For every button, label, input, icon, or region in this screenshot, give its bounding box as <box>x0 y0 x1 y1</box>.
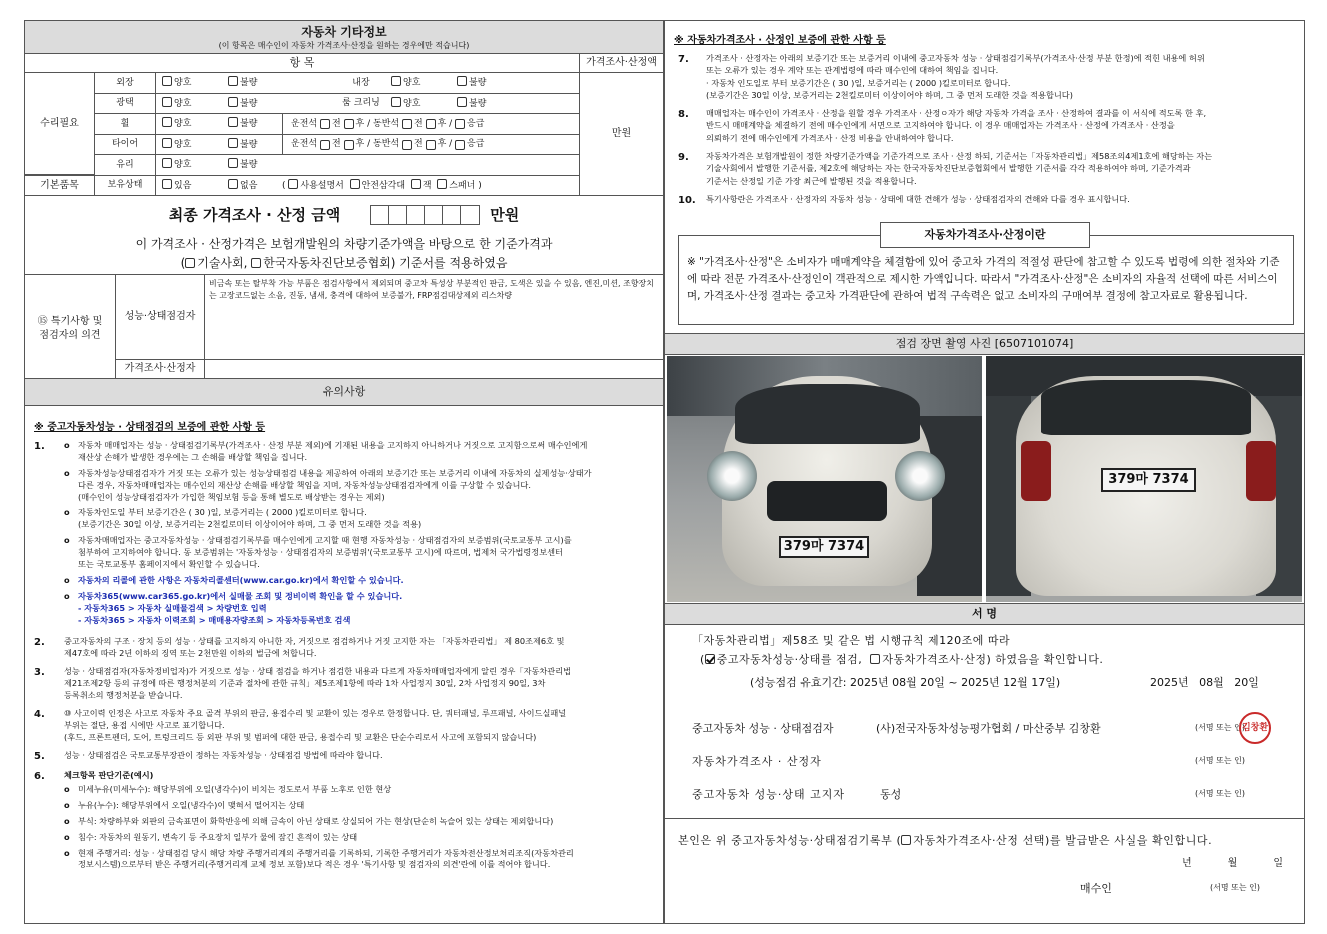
inspector-label: 성능·상태점검자 <box>115 274 205 360</box>
appraisal-item-text: 가격조사 · 산정자는 아래의 보증기간 또는 보증거리 이내에 중고자동차 성능 · 상태점검기록부(가격조사·산정 부분 한정)에 적힌 내용에 허위 또는 오류가 있는 경우 계약 또는 관계법령에 따라 매수인에 대하여 책임을 집니다. · 자동차 인도일로 부터 보증기간은 ( 30 )일, 보증거리는 ( 2000 )킬로미터로 합니다. (보증기간은 30일 이상, 보증거리는 2천킬로미터 이상이어야 하며, 그 중 먼저 도래한 것을 적용합니다) <box>706 53 1205 100</box>
appraisal-title: ※ 자동차가격조사 · 산정인 보증에 관한 사항 등 <box>674 35 886 46</box>
notifier-sign[interactable]: (서명 또는 인) <box>1195 789 1245 798</box>
exterior-good-checkbox[interactable] <box>162 76 172 86</box>
notice-bullet <box>64 468 658 504</box>
bullet-circle-icon: o <box>64 535 70 546</box>
notifier-row-label: 중고자동차 성능·상태 고지자 <box>692 788 846 801</box>
appraiser-sign[interactable]: (서명 또는 인) <box>1195 756 1245 765</box>
glass-good-checkbox[interactable] <box>162 158 172 168</box>
notice-item <box>34 770 658 875</box>
inspector-name: (사)전국자동차성능평가협회 / 마산중부 김창환 <box>876 722 1101 735</box>
wheel-driver-rear-checkbox[interactable] <box>344 119 354 129</box>
notice-bullet <box>64 848 658 872</box>
none-checkbox[interactable] <box>228 179 238 189</box>
notice-bullet-text: 자동차성능상태점검자가 거짓 또는 오류가 있는 성능상태점검 내용을 제공하여 아래의 보증기간 또는 보증거리 이내에 자동차의 실제성능·상태가 다른 경우, 자동차매매업자는 매수인의 재산상 손해를 배상할 책임을 지며, 자동차성능상태점검자에게 이를 구상할 수 있습니다. (매수인이 성능상태점검자가 가입한 책임보험 등을 통해 별도로 배상받는 경우는 제외) <box>78 467 592 502</box>
tire-driver-rear-checkbox[interactable] <box>344 140 354 150</box>
receipt-line: 본인은 위 중고자동차성능·상태점검기록부 ( 자동차가격조사·산정 선택)를 발급받은 사실을 확인합니다. <box>678 834 1213 847</box>
appraiser-row-label: 자동차가격조사 · 산정자 <box>692 755 822 768</box>
notice-bullet-text: 자동차 매매업자는 성능 · 상태점검기록부(가격조사 · 산정 부분 제외)에 기재된 내용을 고지하지 아니하거나 거짓으로 고지함으로써 매수인에게 재산상 손해가 발생한 경우에는 그 손해를 배상할 책임을 집니다. <box>78 440 588 462</box>
wheel-good-checkbox[interactable] <box>162 117 172 127</box>
notifier-name: 동성 <box>880 788 902 801</box>
interior-bad-checkbox[interactable] <box>457 76 467 86</box>
notice-bullet-text: 현재 주행거리: 성능 · 상태점검 당시 해당 차량 주행거리계의 주행거리를 기록하되, 기록한 주행거리가 자동차전산정보처리조직(자동차관리 정보시스템)으로부터 받은 주행거리(주행거리계 교체 정보 포함)보다 적은 경우 '특기사항 및 점검자의 의견'란에 이를 적어야 합니다. <box>78 847 574 870</box>
tire-pass-rear-checkbox[interactable] <box>426 140 436 150</box>
rear-plate: 379마 7374 <box>1101 468 1196 492</box>
notice-item-text: 성능 · 상태점검은 국토교통부장관이 정하는 자동차성능 · 상태점검 방법에 따라야 합니다. <box>64 749 383 760</box>
wheel-driver-front-checkbox[interactable] <box>320 119 330 129</box>
notice-bullet <box>64 507 658 531</box>
repair-label: 수리필요 <box>24 72 95 175</box>
notice-bullet-text: 자동차인도일 부터 보증기간은 ( 30 )일, 보증거리는 ( 2000 )킬로미터로 합니다. (보증기간은 30일 이상, 보증거리는 2천킬로미터 이상이어야 하며, 그 중 먼저 도래한 것을 적용) <box>78 507 422 530</box>
wheel-pass-front-checkbox[interactable] <box>402 119 412 129</box>
other-info-title: 자동차 기타정보 <box>301 25 387 39</box>
glass-bad-checkbox[interactable] <box>228 158 238 168</box>
exterior-bad-checkbox[interactable] <box>228 76 238 86</box>
notice-bullet <box>64 535 658 571</box>
bullet-circle-icon: o <box>64 799 70 810</box>
notice-item <box>34 636 658 660</box>
definition-title: 자동차가격조사·산정이란 <box>880 222 1090 248</box>
bullet-circle-icon: o <box>64 783 70 794</box>
gloss-bad-checkbox[interactable] <box>228 97 238 107</box>
appraisal-item-number: 10. <box>678 194 696 206</box>
appraisal-item-text: 자동차가격은 보험개발원이 정한 차량기준가액을 기준가격으로 조사 · 산정 하되, 기준서는「자동차관리법」제58조의4제1호에 해당하는 자는 기술사회에서 발행한 기준서를, 제2호에 해당하는 자는 한국자동차진단보증협회에서 발행한 기준서를 각각 적용하여야 하며, 기준가격과 기준서는 산정일 기준 가장 최근에 발행된 것을 적용합니다. <box>706 151 1213 186</box>
notice-item-text: 체크항목 판단기준(예시) <box>64 770 154 781</box>
notice-header: 유의사항 <box>24 378 664 406</box>
notice-item-number: 1. <box>34 441 45 452</box>
confirm-line: ( 중고자동차성능·상태를 점검, 자동차가격조사·산정) 하였음을 확인합니다. <box>700 653 1104 666</box>
notice-bullet-text: 침수: 자동차의 원동기, 변속기 등 주요장치 일부가 물에 잠긴 흔적이 있는 상태 <box>78 831 358 842</box>
gloss-good-checkbox[interactable] <box>162 97 172 107</box>
basis-line1: 이 가격조사 · 산정가격은 보험개발원의 차량기준가액을 바탕으로 한 기준가격과 <box>135 237 553 251</box>
notice-bullet <box>64 816 658 828</box>
tech-society-checkbox[interactable] <box>185 258 195 268</box>
notice-item-text: 성능 · 상태점검자(자동차정비업자)가 거짓으로 성능 · 상태 점검을 하거나 점검한 내용과 다르게 자동차매매업자에게 알린 경우「자동차관리법 제21조제2항 등의 규정에 따른 행정처분의 기준과 절차에 관한 규칙」제5조제1항에 따라 1차 사업정지 30일, 2차 사업정지 90일, 3차 등록취소의 행정처분을 받습니다. <box>64 666 572 701</box>
jack-checkbox[interactable] <box>411 179 421 189</box>
front-car-photo <box>667 356 982 602</box>
tire-driver-front-checkbox[interactable] <box>320 140 330 150</box>
notice-list <box>34 440 658 881</box>
receipt-appraisal-checkbox[interactable] <box>901 835 911 845</box>
tire-good-checkbox[interactable] <box>162 138 172 148</box>
validity: (성능점검 유효기간: 2025년 08월 20일 ~ 2025년 12월 17일) <box>750 676 1061 689</box>
bullet-circle-icon: o <box>64 590 70 601</box>
notice-item <box>34 750 658 765</box>
performance-check-checkbox[interactable] <box>705 654 715 664</box>
other-info-header <box>24 20 664 54</box>
appraisal-list <box>678 52 1298 214</box>
notice-item-text: 중고자동차의 구조 · 장치 등의 성능 · 상태를 고지하지 아니한 자, 거짓으로 점검하거나 거짓 고지한 자는 「자동차관리법」 제 80조제6호 및 제47호에 따라 2년 이하의 징역 또는 2천만원 이하의 벌금에 처합니다. <box>64 636 565 659</box>
room-good-checkbox[interactable] <box>391 97 401 107</box>
notice-bullet-text: 부식: 차량하부와 외판의 금속표면이 화학반응에 의해 금속이 아닌 상태로 상실되어 가는 현상(단순히 녹슬어 있는 상태는 제외합니다) <box>78 815 554 826</box>
price-boxes[interactable] <box>370 205 480 225</box>
final-price-unit: 만원 <box>490 206 520 224</box>
tire-bad-checkbox[interactable] <box>228 138 238 148</box>
inspector-row-label: 중고자동차 성능 · 상태점검자 <box>692 722 834 735</box>
notice-item-number: 3. <box>34 667 45 679</box>
triangle-checkbox[interactable] <box>350 179 360 189</box>
law-line: 「자동차관리법」제58조 및 같은 법 시행규칙 제120조에 따라 <box>692 634 1011 647</box>
definition-text: ※ "가격조사·산정"은 소비자가 매매계약을 체결함에 있어 중고차 가격의 적절성 판단에 참고할 수 있도록 법령에 의한 절차와 기준에 따라 전문 가격조사·산정인이 객관적으로 제시한 가액입니다. 따라서 "가격조사·산정"은 소비자의 자율적 선택에 따른 서비스이며, 가격조사·산정 결과는 중고차 가격판단에 관하여 법적 구속력은 없고 소비자의 구매여부 결정에 참고자료로 활용됩니다. <box>687 256 1280 302</box>
appraisal-item-text: 매매업자는 매수인이 가격조사 · 산정을 원할 경우 가격조사 · 산정ㅇ자가 해당 자동차 가격을 조사 · 산정하여 결과를 이 서식에 적도록 한 후, 반드시 매매계약을 체결하기 전에 매수인에게 서면으로 고지하여야 합니다. 이 경우 매매업자는 가격조사 · 산정에 가격조사 · 산정을 의뢰하기 전에 매수인에게 가격조사 · 산정 비용을 안내하여야 합니다. <box>706 108 1207 143</box>
notice-bullet <box>64 832 658 844</box>
buyer-sign[interactable]: (서명 또는 인) <box>1210 883 1260 892</box>
notice-bullet <box>64 800 658 812</box>
appraisal-item <box>678 52 1298 101</box>
receipt-ymd: 년 월 일 <box>1182 858 1284 869</box>
final-price-label: 최종 가격조사 · 산정 금액 <box>168 206 341 224</box>
inspector-seal: 김창환 <box>1239 712 1271 744</box>
sign-date: 2025년 08월 20일 <box>1150 676 1259 689</box>
special-label: ⑮ 특기사항 및 점검자의 의견 <box>24 274 116 379</box>
final-price-block <box>24 195 664 275</box>
manual-checkbox[interactable] <box>288 179 298 189</box>
sign-header: 서 명 <box>664 603 1305 625</box>
front-plate: 379마 7374 <box>779 536 869 558</box>
spanner-checkbox[interactable] <box>437 179 447 189</box>
tire-pass-front-checkbox[interactable] <box>402 140 412 150</box>
basis-line2: ( 기술사회, 한국자동차진단보증협회) 기준서를 적용하였음 <box>180 256 508 270</box>
interior-good-checkbox[interactable] <box>391 76 401 86</box>
wheel-emergency-checkbox[interactable] <box>455 119 465 129</box>
notice-bullet-text: 미세누유(미세누수): 해당부위에 오일(냉각수)이 비치는 정도로서 부품 노후로 인한 현상 <box>78 783 392 794</box>
bullet-circle-icon: o <box>64 440 70 450</box>
notice-bullet-text: 누유(누수): 해당부위에서 오일(냉각수)이 맺혀서 떨어지는 상태 <box>78 799 305 810</box>
notice-item-text: ⑩ 사고이력 인정은 사고로 자동차 주요 골격 부위의 판금, 용접수리 및 교환이 있는 경우로 한정합니다. 단, 쿼터패널, 루프패널, 사이드실패널 부위는 절단, 용접 시에만 사고로 표기합니다. (후드, 프론트펜더, 도어, 트렁크리드 등 외판 부위 및 범퍼에 대한 판금, 용접수리 및 교환은 단순수리로서 사고에 포함되지 않습니다) <box>64 707 567 742</box>
room-bad-checkbox[interactable] <box>457 97 467 107</box>
appraisal-item-number: 7. <box>678 54 689 65</box>
items-header: 항 목 <box>24 53 580 73</box>
appraisal-item-number: 9. <box>678 152 689 164</box>
appraisal-item-text: 특기사항란은 가격조사 · 산정자의 자동차 성능 · 상태에 대한 견해가 성능 · 상태점검자의 견해와 다를 경우 표시합니다. <box>706 193 1130 204</box>
bullet-circle-icon: o <box>64 847 70 858</box>
notice-item-number: 5. <box>34 750 45 762</box>
notice-bullet <box>64 440 658 464</box>
inspector-sign[interactable]: (서명 또는 인) <box>1195 723 1245 732</box>
have-checkbox[interactable] <box>162 179 172 189</box>
appraisal-item <box>678 150 1298 187</box>
notice-item <box>34 708 658 744</box>
notice-item-number: 4. <box>34 708 45 720</box>
notice-item <box>34 440 658 630</box>
bullet-circle-icon: o <box>64 831 70 842</box>
price-col-header: 가격조사·산정액 <box>579 53 664 73</box>
appraisal-item-number: 8. <box>678 109 689 121</box>
notice-item-number: 2. <box>34 637 45 649</box>
notice-item <box>34 666 658 702</box>
appraisal-check-checkbox[interactable] <box>870 654 880 664</box>
tire-emergency-checkbox[interactable] <box>455 140 465 150</box>
rear-car-photo <box>986 356 1302 602</box>
buyer-label: 매수인 <box>1080 882 1112 895</box>
wheel-bad-checkbox[interactable] <box>228 117 238 127</box>
notice-bullet <box>64 784 658 796</box>
appraisal-item <box>678 193 1298 208</box>
bullet-circle-icon: o <box>64 574 70 585</box>
notice-bullet-text: 자동차매매업자는 중고자동차성능 · 상태점검기록부를 매수인에게 고지할 때 현행 자동차성능 · 상태점검자의 보증범위(국토교통부 고시)를 첨부하여 고지하여야 합니다. 동 보증범위는 '자동차성능 · 상태점검자의 보증범위'(국토교통부 고시)에 따르며, 법제처 국가법령정보센터 또는 국토교통부 홈페이지에서 확인할 수 있습니다. <box>78 535 572 570</box>
notice-bullet-text: 자동차365(www.car365.go.kr)에서 실매물 조회 및 정비이력 확인을 할 수 있습니다. - 자동차365 > 자동차 실매물검색 > 차량번호 입력 - 자동차365 > 자동차 이력조회 > 매매용자량조회 > 자동차등록번호 검색 <box>78 590 403 625</box>
notice-bullet <box>64 575 658 587</box>
photo-header: 점검 장면 촬영 사진 [6507101074] <box>664 333 1305 355</box>
notice-bullet <box>64 591 658 627</box>
wheel-pass-rear-checkbox[interactable] <box>426 119 436 129</box>
notice-item-number: 6. <box>34 771 45 783</box>
appraiser-label: 가격조사·산정자 <box>115 359 205 379</box>
bullet-circle-icon: o <box>64 507 70 518</box>
price-cell: 만원 <box>579 72 664 196</box>
appraiser-note[interactable] <box>204 359 664 379</box>
other-info-subtitle: (이 항목은 매수인이 자동차 가격조사·산정을 원하는 경우에만 적습니다) <box>218 41 470 50</box>
inspector-note: 비금속 또는 탈부착 가능 부품은 점검사항에서 제외되며 중고차 특성상 부분적인 판금, 도색은 있을 수 있음, 엔진,미션, 조향장치는 고장코드없는 소음, 진동, 냄새, 충격에 대하여 보증불가, FRP점검대상제외 리스차량 <box>204 274 664 360</box>
definition-box <box>678 235 1294 325</box>
notice-bullet-text: 자동차의 리콜에 관한 사항은 자동차리콜센터(www.car.go.kr)에서 확인할 수 있습니다. <box>78 574 404 585</box>
bullet-circle-icon: o <box>64 467 70 478</box>
warranty-title: ※ 중고자동차성능 · 상태점검의 보증에 관한 사항 등 <box>34 422 266 433</box>
kadi-checkbox[interactable] <box>251 258 261 268</box>
appraisal-item <box>678 107 1298 144</box>
bullet-circle-icon: o <box>64 815 70 826</box>
